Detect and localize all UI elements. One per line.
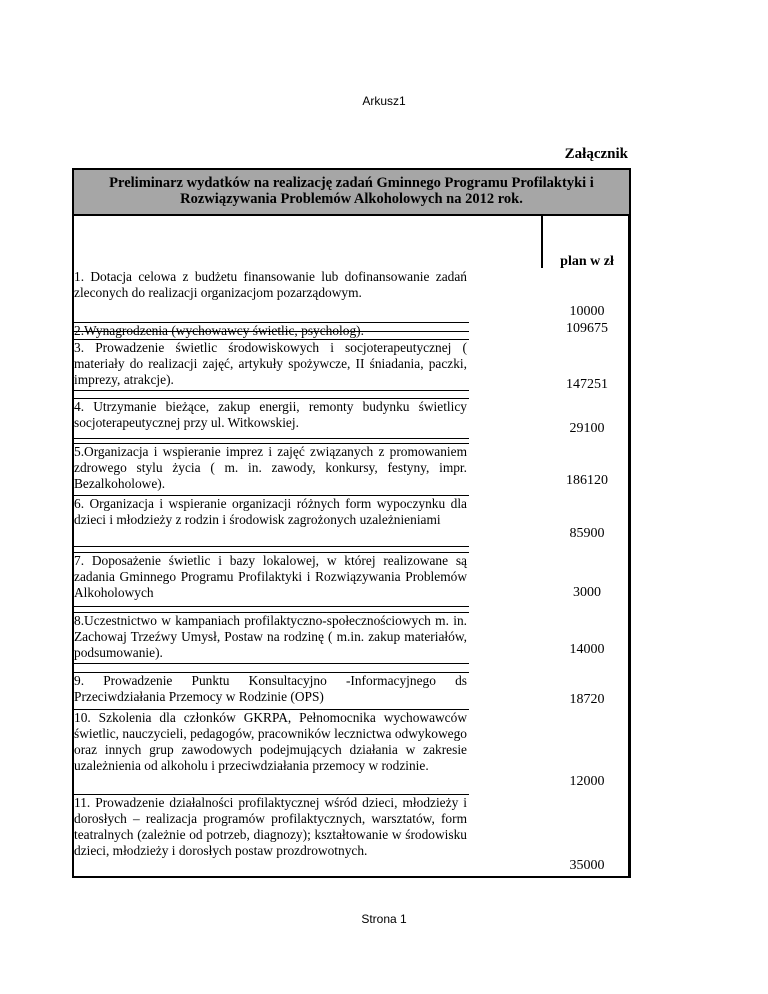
- row-description: 2.Wynagrodzenia (wychowawcy świetlic, psycholog).: [74, 323, 364, 338]
- row-description: 3. Prowadzenie świetlic środowiskowych i socjoterapeutycznej ( materiały do realizacji zajęć, artykuły spożywcze, II śniadania, paczki, imprezy, atrakcje).: [74, 340, 467, 387]
- row-value: 12000: [569, 774, 605, 789]
- row-description: 10. Szkolenia dla członków GKRPA, Pełnomocnika wychowawców świetlic, nauczycieli, pedagogów, pracowników lecznictwa odwykowego oraz innych grup zawodowych podejmujących działania w zakresie uzależnienia od alkoholu i przeciwdziałania przemocy w rodzinie.: [74, 710, 467, 773]
- table-row: [74, 322, 469, 340]
- table-row: [74, 340, 469, 391]
- table-title: [72, 168, 631, 216]
- row-value: 147251: [566, 377, 608, 392]
- row-description: 1. Dotacja celowa z budżetu finansowanie lub dofinansowanie zadań zleconych do realizacji organizacjom pozarządowym.: [74, 269, 467, 300]
- expense-table: [72, 216, 631, 878]
- sheet-header: Arkusz1: [362, 94, 406, 108]
- table-row: [74, 710, 469, 795]
- row-description: 4. Utrzymanie bieżące, zakup energii, remonty budynku świetlicy socjoterapeutycznej przy ul. Witkowskiej.: [74, 399, 467, 430]
- row-description: 6. Organizacja i wspieranie organizacji różnych form wypoczynku dla dzieci i młodzieży z rodzin i środowisk zagrożonych uzależnieniami: [74, 496, 467, 527]
- column-header-plan: plan w zł: [560, 254, 614, 269]
- row-description: 9. Prowadzenie Punktu Konsultacyjno -Informacyjnego ds Przeciwdziałania Przemocy w Rodzinie (OPS): [74, 673, 467, 704]
- row-description: 11. Prowadzenie działalności profilaktycznej wśród dzieci, młodzieży i dorosłych – realizacja programów profilaktycznych, warsztatów, form teatralnych (zależnie od potrzeb, diagnozy); kształtowanie w środowisku dzieci, młodzieży i dorosłych postaw prozdrowotnych.: [74, 795, 467, 858]
- row-value: 10000: [569, 304, 605, 319]
- header-column-divider: [541, 216, 543, 268]
- row-value: 186120: [566, 473, 608, 488]
- table-row: [74, 443, 469, 496]
- table-row: [74, 672, 469, 710]
- table-row: [74, 795, 469, 878]
- table-row: [74, 552, 469, 607]
- row-value: 14000: [569, 642, 605, 657]
- row-value: 109675: [566, 321, 608, 336]
- row-description: 7. Doposażenie świetlic i bazy lokalowej, w której realizowane są zadania Gminnego Programu Profilaktyki i Rozwiązywania Problemów Alkoholowych: [74, 553, 467, 600]
- row-value: 85900: [569, 526, 605, 541]
- table-row: [74, 496, 469, 547]
- row-value: 3000: [573, 585, 601, 600]
- table-row: [74, 612, 469, 664]
- table-title-text: Preliminarz wydatków na realizację zadań Gminnego Programu Profilaktyki i Rozwiązywania Problemów Alkoholowych na 2012 rok.: [109, 175, 594, 207]
- row-value: 18720: [569, 692, 605, 707]
- row-description: 5.Organizacja i wspieranie imprez i zajęć związanych z promowaniem zdrowego stylu życia ( m. in. zawody, konkursy, festyny, impr. Bezalkoholowe).: [74, 444, 467, 491]
- page-footer: Strona 1: [361, 912, 407, 926]
- row-value: 35000: [569, 858, 605, 873]
- row-value: 29100: [569, 421, 605, 436]
- row-description: 8.Uczestnictwo w kampaniach profilaktyczno-społecznościowych m. in. Zachowaj Trzeźwy Umysł, Postaw na rodzinę ( m.in. zakup materiałów, podsumowanie).: [74, 613, 467, 660]
- table-row: [74, 398, 469, 439]
- attachment-label: Załącznik: [564, 146, 628, 162]
